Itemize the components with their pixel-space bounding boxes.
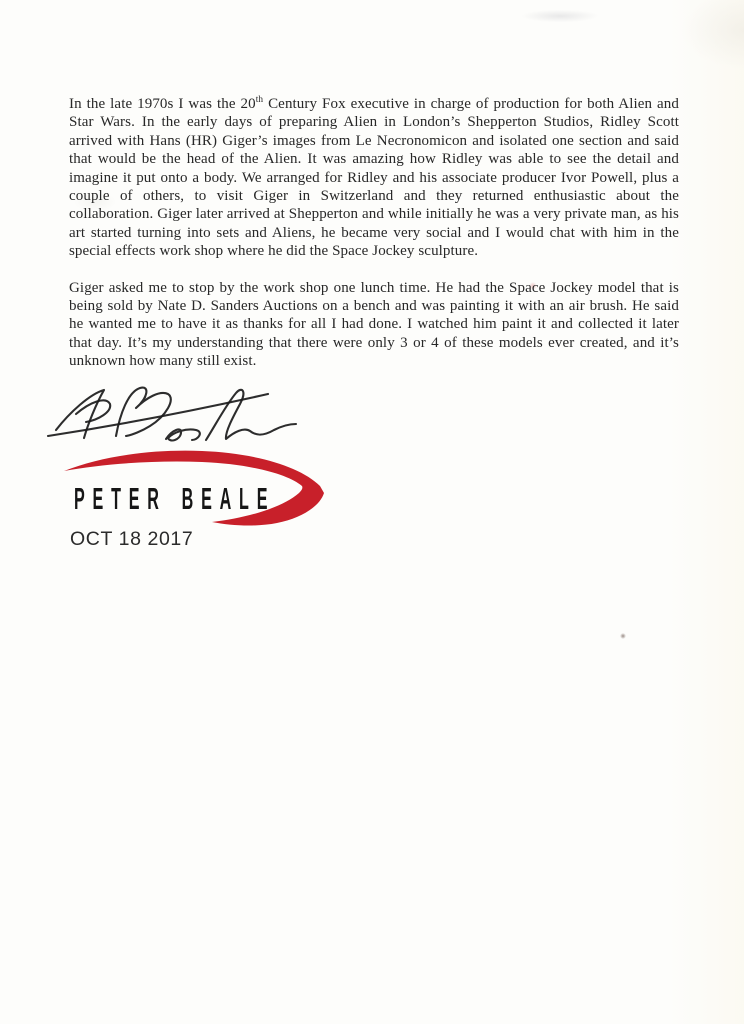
letter-date: OCT 18 2017 bbox=[70, 528, 194, 550]
peter-beale-logo bbox=[62, 448, 328, 528]
paragraph-1-text-rest: Century Fox executive in charge of production for both Alien and Star Wars. In the early days of preparing Alien in London’s Shepperton Studios, Ridley Scott arrived with Hans (HR) Giger’s images from Le Necronomicon and isolated one section and said that would be the head of the Alien. It was amazing how Ridley was able to see the detail and imagine it put onto a body. We arranged for Ridley and his associate producer Ivor Powell, plus a couple of others, to visit Giger in Switzerland and they returned enthusiastic about the collaboration. Giger later arrived at Shepperton and while initially he was a very private man, as his art started turning into sets and Aliens, he became very social and I would chat with him in the special effects work shop where he did the Space Jockey sculpture. bbox=[69, 96, 679, 260]
letter-body bbox=[69, 95, 679, 371]
logo-wordmark: PETER BEALE bbox=[74, 481, 276, 516]
paragraph-1 bbox=[69, 95, 679, 261]
paragraph-2: Giger asked me to stop by the work shop one lunch time. He had the Space Jockey model that is being sold by Nate D. Sanders Auctions on a bench and was painting it with an air brush. He said he wanted me to have it as thanks for all I had done. I watched him paint it and collected it later that day. It’s my understanding that there were only 3 or 4 of these models ever created, and it’s unknown how many still exist. bbox=[69, 279, 679, 370]
paragraph-1-text-start: In the late 1970s I was the 20 bbox=[69, 96, 256, 112]
ordinal-superscript: th bbox=[255, 95, 264, 105]
